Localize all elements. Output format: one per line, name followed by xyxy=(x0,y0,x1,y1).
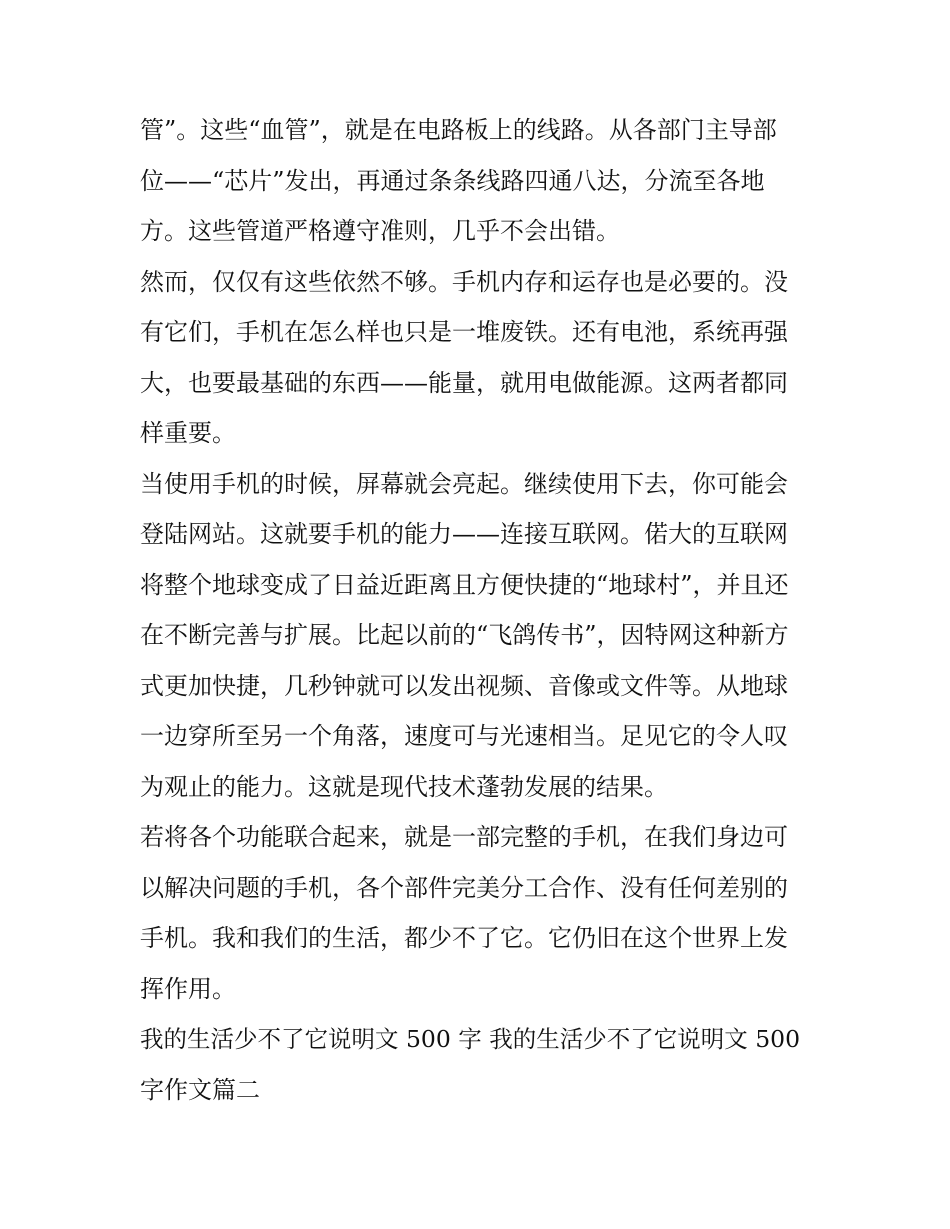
text-line-13: 一边穿所至另一个角落，速度可与光速相当。足见它的令人叹 xyxy=(140,722,788,750)
text-line-5: 有它们，手机在怎么样也只是一堆废铁。还有电池，系统再强 xyxy=(140,318,788,346)
text-line-10: 将整个地球变成了日益近距离且方便快捷的“地球村”，并且还 xyxy=(140,571,789,599)
section-title-line-2: 字作文篇二 xyxy=(140,1076,260,1104)
text-line-12: 式更加快捷，几秒钟就可以发出视频、音像或文件等。从地球 xyxy=(140,672,788,700)
text-line-8: 当使用手机的时候，屏幕就会亮起。继续使用下去，你可能会 xyxy=(140,470,788,498)
text-line-3: 方。这些管道严格遵守准则，几乎不会出错。 xyxy=(140,217,620,245)
text-line-15: 若将各个功能联合起来，就是一部完整的手机，在我们身边可 xyxy=(140,823,788,851)
text-line-11: 在不断完善与扩展。比起以前的“飞鸽传书”，因特网这种新方 xyxy=(140,621,789,649)
section-title-line-1: 我的生活少不了它说明文 500 字 我的生活少不了它说明文 500 xyxy=(140,1025,801,1053)
text-line-16: 以解决问题的手机，各个部件完美分工合作、没有任何差别的 xyxy=(140,874,788,902)
text-line-14: 为观止的能力。这就是现代技术蓬勃发展的结果。 xyxy=(140,773,668,801)
text-line-7: 样重要。 xyxy=(140,419,236,447)
text-line-1: 管”。这些“血管”，就是在电路板上的线路。从各部门主导部 xyxy=(140,116,777,144)
text-line-4: 然而，仅仅有这些依然不够。手机内存和运存也是必要的。没 xyxy=(140,268,788,296)
text-line-6: 大，也要最基础的东西——能量，就用电做能源。这两者都同 xyxy=(140,369,788,397)
text-line-17: 手机。我和我们的生活，都少不了它。它仍旧在这个世界上发 xyxy=(140,924,788,952)
text-line-18: 挥作用。 xyxy=(140,975,236,1003)
text-line-9: 登陆网站。这就要手机的能力——连接互联网。偌大的互联网 xyxy=(140,520,788,548)
text-line-2: 位——“芯片”发出，再通过条条线路四通八达，分流至各地 xyxy=(140,167,765,195)
